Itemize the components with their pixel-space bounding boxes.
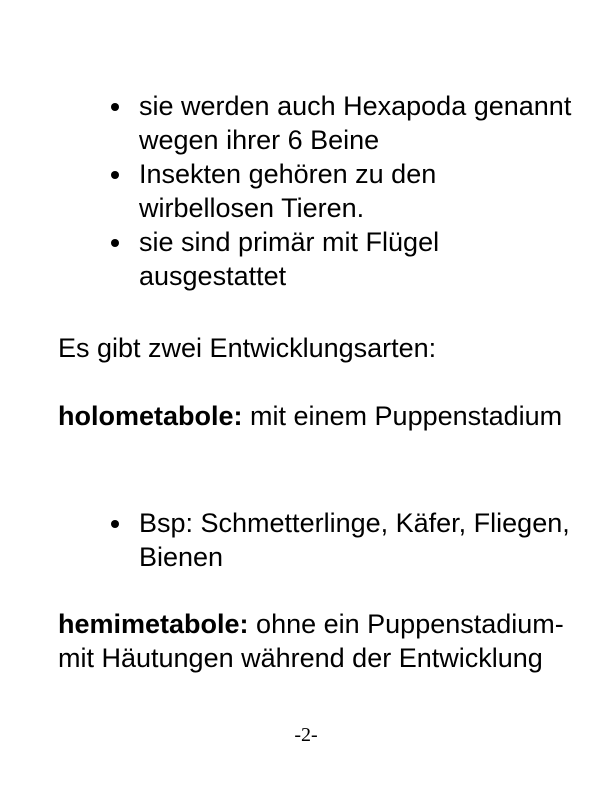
holometabole-examples-list xyxy=(105,506,575,574)
page-number: -2- xyxy=(294,724,318,746)
bullet-icon xyxy=(111,239,119,247)
holometabole-description: mit einem Puppenstadium xyxy=(242,401,563,431)
list-item xyxy=(105,89,575,157)
holometabole-definition xyxy=(58,399,588,433)
hemimetabole-description: ohne ein Puppenstadium- mit Häutungen während der Entwicklung xyxy=(58,609,564,673)
bullet-icon xyxy=(111,171,119,179)
development-types-intro: Es gibt zwei Entwicklungsarten: xyxy=(58,333,437,363)
list-item-text: Insekten gehören zu den wirbellosen Tieren. xyxy=(139,159,437,223)
insect-facts-list xyxy=(105,89,575,293)
hemimetabole-term: hemimetabole: xyxy=(58,609,249,639)
hemimetabole-definition xyxy=(58,607,588,675)
holometabole-term: holometabole: xyxy=(58,401,243,431)
list-item xyxy=(105,225,575,293)
list-item-text: Bsp: Schmetterlinge, Käfer, Fliegen, Bienen xyxy=(139,508,570,572)
list-item xyxy=(105,506,575,574)
list-item-text: sie sind primär mit Flügel ausgestattet xyxy=(139,227,440,291)
bullet-icon xyxy=(111,520,119,528)
list-item-text: sie werden auch Hexapoda genannt wegen ihrer 6 Beine xyxy=(139,91,572,155)
list-item xyxy=(105,157,575,225)
bullet-icon xyxy=(111,103,119,111)
